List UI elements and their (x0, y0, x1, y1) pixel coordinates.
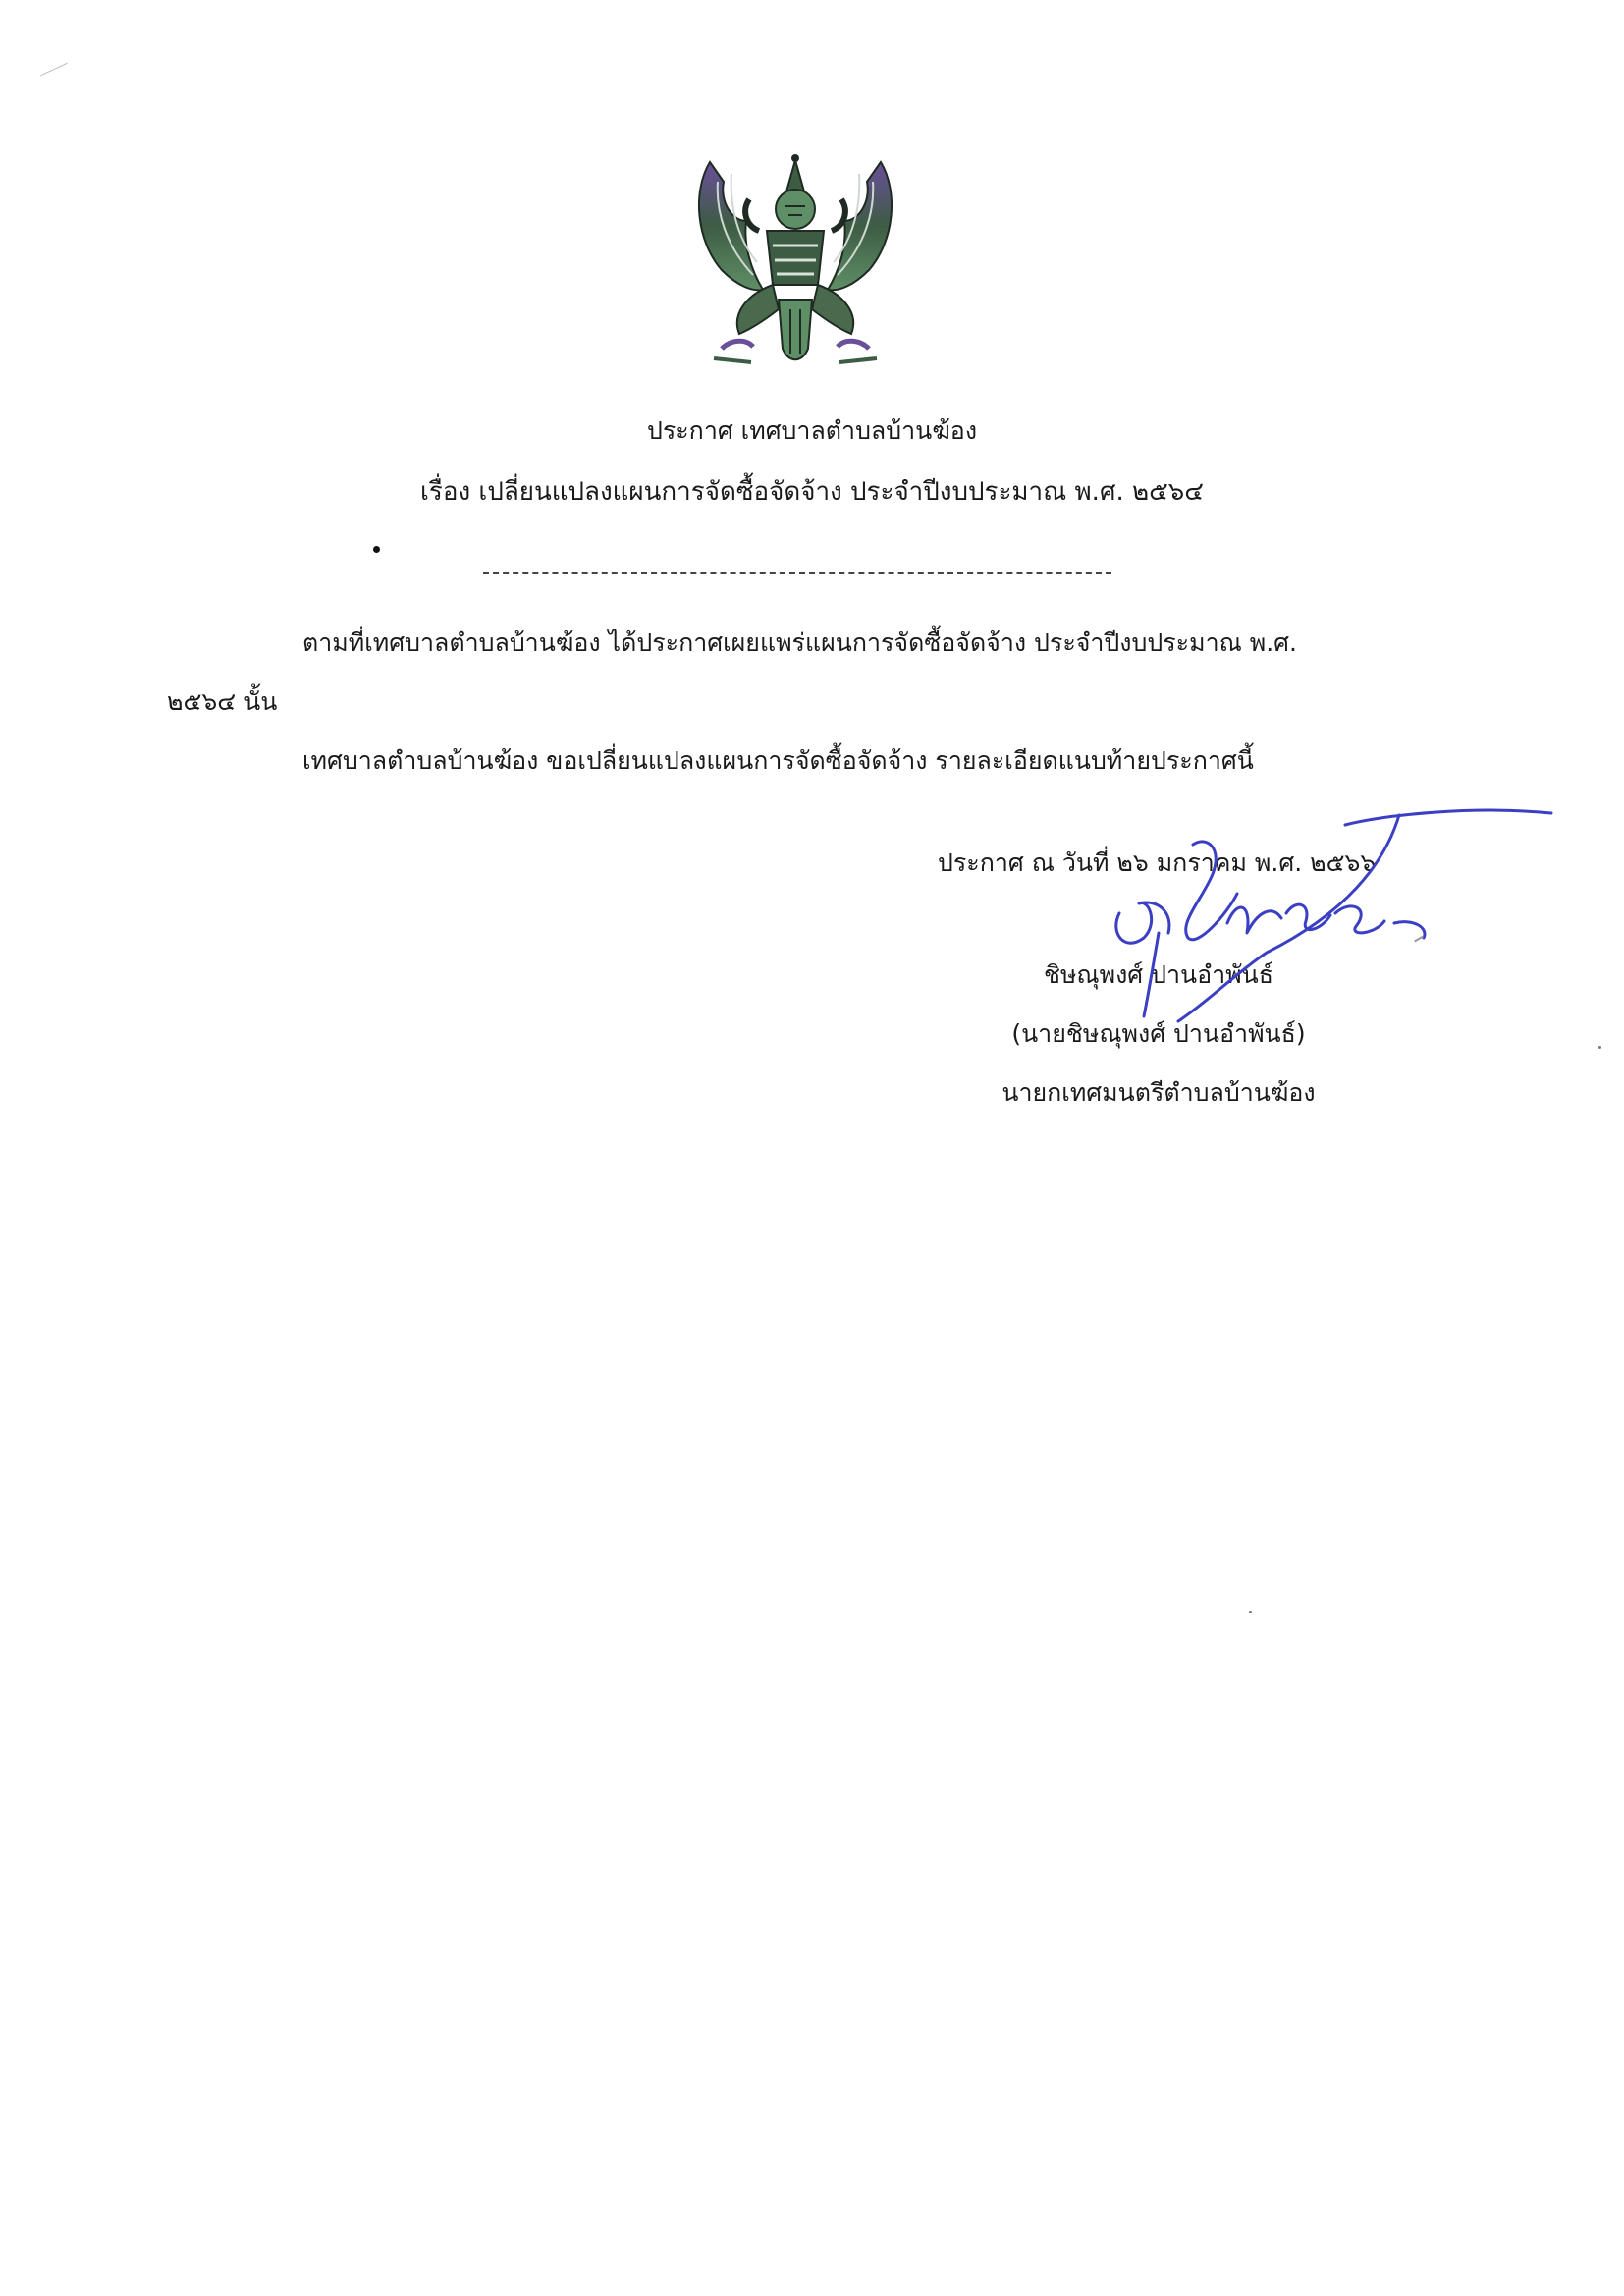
ink-dot (373, 546, 380, 553)
scan-speck (1249, 1611, 1252, 1613)
dashed-divider (483, 572, 1111, 574)
scan-speck (1598, 1046, 1601, 1049)
scan-speck (40, 63, 68, 77)
announcement-date: ประกาศ ณ วันที่ ๒๖ มกราคม พ.ศ. ๒๕๖๖ (938, 848, 1377, 877)
handwritten-signature-icon (1100, 805, 1591, 1031)
signatory-position: นายกเทศมนตรีตำบลบ้านฆ้อง (1001, 1078, 1316, 1107)
signatory-full-name: (นายชิษณุพงศ์ ปานอำพันธ์) (1011, 1019, 1306, 1048)
scan-speck (1414, 936, 1424, 943)
paragraph-2: เทศบาลตำบลบ้านฆ้อง ขอเปลี่ยนแปลงแผนการจัดซื้อจัดจ้าง รายละเอียดแนบท้ายประกาศนี้ (302, 746, 1254, 775)
paragraph-1-line-1: ตามที่เทศบาลตำบลบ้านฆ้อง ได้ประกาศเผยแพร่แผนการจัดซื้อจัดจ้าง ประจำปีงบประมาณ พ.ศ. (302, 629, 1298, 657)
garuda-emblem-icon (692, 152, 898, 373)
paragraph-1-line-2: ๒๕๖๔ นั้น (167, 687, 278, 716)
announcement-title: ประกาศ เทศบาลตำบลบ้านฆ้อง (646, 416, 978, 445)
announcement-subject: เรื่อง เปลี่ยนแปลงแผนการจัดซื้อจัดจ้าง ประจำปีงบประมาณ พ.ศ. ๒๕๖๔ (420, 477, 1204, 507)
signatory-name: ชิษณุพงศ์ ปานอำพันธ์ (1043, 960, 1274, 989)
